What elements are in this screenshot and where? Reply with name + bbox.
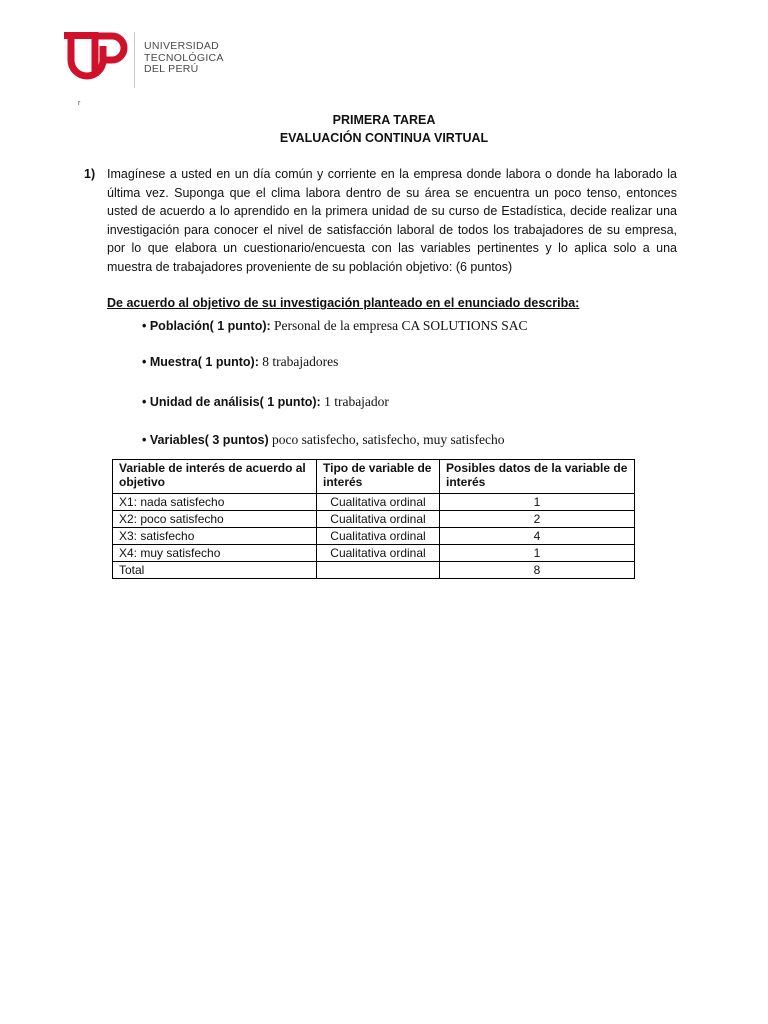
table-cell: X4: muy satisfecho <box>113 545 317 562</box>
page-subtitle: EVALUACIÓN CONTINUA VIRTUAL <box>279 131 489 145</box>
bullet-label: • Unidad de análisis( 1 punto): <box>142 395 321 409</box>
bullet-answer: 8 trabajadores <box>258 354 339 369</box>
logo-divider <box>134 32 135 88</box>
bullet-muestra <box>142 354 338 370</box>
table-header-cell: Variable de interés de acuerdo al objetivo <box>113 460 317 494</box>
bullet-label: • Variables( 3 puntos) <box>142 433 269 447</box>
question-text: Imagínese a usted en un día común y corriente en la empresa donde labora o donde ha laborado la última vez. Suponga que el clima labora dentro de su área se encuentra un poco tenso, entonces usted de acuerdo a lo aprendido en la primera unidad de su curso de Estadística, decide realizar una investigación para conocer el nivel de satisfacción laboral de todos los trabajadores de su empresa, por lo que elabora un cuestionario/encuesta con las variables pertinentes y lo aplica solo a una muestra de trabajadores proveniente de su población objetivo: (6 puntos) <box>107 167 677 274</box>
bullet-answer: poco satisfecho, satisfecho, muy satisfecho <box>268 432 505 447</box>
table-cell: Cualitativa ordinal <box>317 511 440 528</box>
university-logo <box>62 28 232 92</box>
question-number: 1) <box>84 167 96 181</box>
table-cell: 1 <box>440 494 635 511</box>
university-name-line3: DEL PERÚ <box>144 63 199 75</box>
table-row <box>113 528 635 545</box>
bullet-unidad-analisis <box>142 394 389 410</box>
table-cell: 1 <box>440 545 635 562</box>
bullet-answer: 1 trabajador <box>320 394 389 409</box>
table-header-row <box>113 460 635 494</box>
bullet-answer: Personal de la empresa CA SOLUTIONS SAC <box>270 318 528 333</box>
table-cell: Total <box>113 562 317 579</box>
table-row <box>113 511 635 528</box>
table-cell: X2: poco satisfecho <box>113 511 317 528</box>
bullet-poblacion <box>142 318 528 334</box>
table-cell: 2 <box>440 511 635 528</box>
table-cell: X1: nada satisfecho <box>113 494 317 511</box>
university-name-line2: TECNOLÓGICA <box>144 51 224 64</box>
table-cell: X3: satisfecho <box>113 528 317 545</box>
table-cell: 8 <box>440 562 635 579</box>
table-cell: Cualitativa ordinal <box>317 528 440 545</box>
table-header-cell: Posibles datos de la variable de interés <box>440 460 635 494</box>
page-title: PRIMERA TAREA <box>332 113 436 127</box>
bullet-variables <box>142 432 504 448</box>
table-header-cell: Tipo de variable de interés <box>317 460 440 494</box>
table-cell <box>317 562 440 579</box>
variables-table <box>112 459 635 579</box>
table-cell: Cualitativa ordinal <box>317 545 440 562</box>
page-marker: r <box>78 100 81 107</box>
university-name <box>144 41 224 76</box>
table-cell: Cualitativa ordinal <box>317 494 440 511</box>
instruction-heading: De acuerdo al objetivo de su investigación planteado en el enunciado describa: <box>107 296 580 310</box>
bullet-label: • Población( 1 punto): <box>142 319 271 333</box>
utp-logo-icon <box>62 28 132 92</box>
table-row-total <box>113 562 635 579</box>
table-row <box>113 494 635 511</box>
table-row <box>113 545 635 562</box>
table-cell: 4 <box>440 528 635 545</box>
bullet-label: • Muestra( 1 punto): <box>142 355 259 369</box>
university-name-line1: UNIVERSIDAD <box>144 40 220 52</box>
